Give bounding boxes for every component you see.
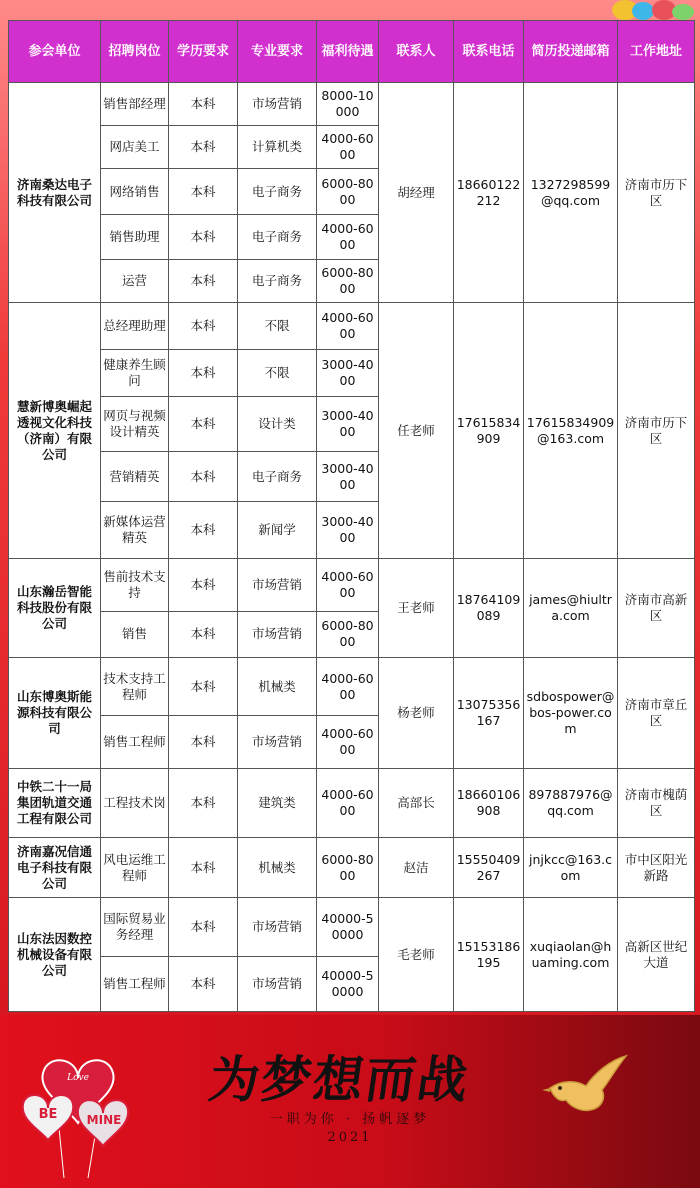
contact-cell: 赵洁: [379, 837, 454, 897]
salary-cell: 4000-6000: [317, 214, 379, 259]
position-cell: 网络销售: [101, 169, 169, 214]
contact-cell: 高部长: [379, 768, 454, 837]
slogan: 为梦想而战: [205, 1050, 474, 1109]
salary-cell: 4000-6000: [317, 303, 379, 350]
contact-cell: 毛老师: [379, 898, 454, 1012]
salary-cell: 3000-4000: [317, 451, 379, 501]
position-cell: 风电运维工程师: [101, 837, 169, 897]
phone-cell: 17615834909: [454, 303, 524, 559]
education-cell: 本科: [169, 611, 238, 657]
address-cell: 济南市高新区: [618, 559, 695, 658]
contact-cell: 王老师: [379, 559, 454, 658]
salary-cell: 6000-8000: [317, 837, 379, 897]
column-header: 福利待遇: [317, 21, 379, 83]
major-cell: 机械类: [238, 657, 317, 715]
table-row: [9, 83, 695, 126]
position-cell: 营销精英: [101, 451, 169, 501]
salary-cell: 4000-6000: [317, 657, 379, 715]
major-cell: 市场营销: [238, 83, 317, 126]
position-cell: 销售工程师: [101, 716, 169, 768]
company-name-cell: 山东博奥斯能源科技有限公司: [9, 657, 101, 768]
education-cell: 本科: [169, 837, 238, 897]
company-name-cell: 中铁二十一局集团轨道交通工程有限公司: [9, 768, 101, 837]
salary-cell: 40000-50000: [317, 898, 379, 956]
table-row: [9, 559, 695, 611]
major-cell: 不限: [238, 350, 317, 396]
column-header: 专业要求: [238, 21, 317, 83]
major-cell: 计算机类: [238, 126, 317, 169]
contact-cell: 任老师: [379, 303, 454, 559]
education-cell: 本科: [169, 169, 238, 214]
company-name-cell: 山东法因数控机械设备有限公司: [9, 898, 101, 1012]
education-cell: 本科: [169, 396, 238, 451]
heart-text-love: Love: [67, 1073, 89, 1083]
major-cell: 电子商务: [238, 214, 317, 259]
education-cell: 本科: [169, 126, 238, 169]
major-cell: 市场营销: [238, 611, 317, 657]
education-cell: 本科: [169, 350, 238, 396]
major-cell: 市场营销: [238, 898, 317, 956]
salary-cell: 6000-8000: [317, 611, 379, 657]
position-cell: 总经理助理: [101, 303, 169, 350]
major-cell: 机械类: [238, 837, 317, 897]
education-cell: 本科: [169, 716, 238, 768]
major-cell: 不限: [238, 303, 317, 350]
position-cell: 售前技术支持: [101, 559, 169, 611]
table-row: [9, 657, 695, 715]
education-cell: 本科: [169, 303, 238, 350]
address-cell: 济南市槐荫区: [618, 768, 695, 837]
education-cell: 本科: [169, 259, 238, 302]
column-header: 联系人: [379, 21, 454, 83]
email-cell: jnjkcc@163.com: [524, 837, 618, 897]
position-cell: 健康养生顾问: [101, 350, 169, 396]
phone-cell: 18764109089: [454, 559, 524, 658]
phone-cell: 18660106908: [454, 768, 524, 837]
table-row: [9, 768, 695, 837]
balloon-icon: [672, 4, 694, 20]
phone-cell: 18660122212: [454, 83, 524, 303]
heart-text-mine: MINE: [86, 1113, 122, 1127]
education-cell: 本科: [169, 83, 238, 126]
major-cell: 市场营销: [238, 716, 317, 768]
position-cell: 工程技术岗: [101, 768, 169, 837]
education-cell: 本科: [169, 451, 238, 501]
address-cell: 济南市历下区: [618, 83, 695, 303]
salary-cell: 4000-6000: [317, 716, 379, 768]
email-cell: 17615834909@163.com: [524, 303, 618, 559]
position-cell: 销售部经理: [101, 83, 169, 126]
email-cell: sdbospower@bos-power.com: [524, 657, 618, 768]
position-cell: 网店美工: [101, 126, 169, 169]
tagline: 一职为你 · 扬帆逐梦: [269, 1112, 431, 1127]
education-cell: 本科: [169, 214, 238, 259]
company-name-cell: 济南嘉况信通电子科技有限公司: [9, 837, 101, 897]
balloon-icon: [632, 2, 654, 20]
address-cell: 市中区阳光新路: [618, 837, 695, 897]
email-cell: james@hiultra.com: [524, 559, 618, 658]
position-cell: 国际贸易业务经理: [101, 898, 169, 956]
column-header: 招聘岗位: [101, 21, 169, 83]
salary-cell: 4000-6000: [317, 768, 379, 837]
bird-icon: [540, 1050, 630, 1120]
year: 2021: [327, 1130, 373, 1145]
position-cell: 销售工程师: [101, 956, 169, 1011]
table-header-row: [9, 21, 695, 83]
column-header: 工作地址: [618, 21, 695, 83]
be-mine-hearts-icon: [18, 1038, 138, 1178]
recruitment-table: [8, 20, 694, 1012]
column-header: 联系电话: [454, 21, 524, 83]
company-name-cell: 慧新博奥崛起透视文化科技（济南）有限公司: [9, 303, 101, 559]
education-cell: 本科: [169, 768, 238, 837]
job-table: [8, 20, 695, 1012]
salary-cell: 6000-8000: [317, 259, 379, 302]
contact-cell: 杨老师: [379, 657, 454, 768]
position-cell: 销售助理: [101, 214, 169, 259]
email-cell: 897887976@qq.com: [524, 768, 618, 837]
table-row: [9, 303, 695, 350]
salary-cell: 8000-10000: [317, 83, 379, 126]
education-cell: 本科: [169, 502, 238, 559]
address-cell: 济南市章丘区: [618, 657, 695, 768]
education-cell: 本科: [169, 559, 238, 611]
major-cell: 电子商务: [238, 169, 317, 214]
major-cell: 电子商务: [238, 259, 317, 302]
salary-cell: 6000-8000: [317, 169, 379, 214]
table-row: [9, 898, 695, 956]
salary-cell: 3000-4000: [317, 396, 379, 451]
position-cell: 技术支持工程师: [101, 657, 169, 715]
position-cell: 运营: [101, 259, 169, 302]
company-name-cell: 济南桑达电子科技有限公司: [9, 83, 101, 303]
phone-cell: 13075356167: [454, 657, 524, 768]
email-cell: xuqiaolan@huaming.com: [524, 898, 618, 1012]
education-cell: 本科: [169, 898, 238, 956]
major-cell: 市场营销: [238, 956, 317, 1011]
position-cell: 销售: [101, 611, 169, 657]
position-cell: 新媒体运营精英: [101, 502, 169, 559]
phone-cell: 15153186195: [454, 898, 524, 1012]
major-cell: 设计类: [238, 396, 317, 451]
table-row: [9, 837, 695, 897]
major-cell: 市场营销: [238, 559, 317, 611]
column-header: 学历要求: [169, 21, 238, 83]
major-cell: 电子商务: [238, 451, 317, 501]
salary-cell: 40000-50000: [317, 956, 379, 1011]
heart-text-be: BE: [38, 1107, 58, 1122]
major-cell: 新闻学: [238, 502, 317, 559]
salary-cell: 4000-6000: [317, 559, 379, 611]
salary-cell: 4000-6000: [317, 126, 379, 169]
position-cell: 网页与视频设计精英: [101, 396, 169, 451]
address-cell: 济南市历下区: [618, 303, 695, 559]
column-header: 参会单位: [9, 21, 101, 83]
major-cell: 建筑类: [238, 768, 317, 837]
education-cell: 本科: [169, 657, 238, 715]
phone-cell: 15550409267: [454, 837, 524, 897]
email-cell: 1327298599@qq.com: [524, 83, 618, 303]
company-name-cell: 山东瀚岳智能科技股份有限公司: [9, 559, 101, 658]
address-cell: 高新区世纪大道: [618, 898, 695, 1012]
column-header: 简历投递邮箱: [524, 21, 618, 83]
salary-cell: 3000-4000: [317, 350, 379, 396]
education-cell: 本科: [169, 956, 238, 1011]
salary-cell: 3000-4000: [317, 502, 379, 559]
contact-cell: 胡经理: [379, 83, 454, 303]
